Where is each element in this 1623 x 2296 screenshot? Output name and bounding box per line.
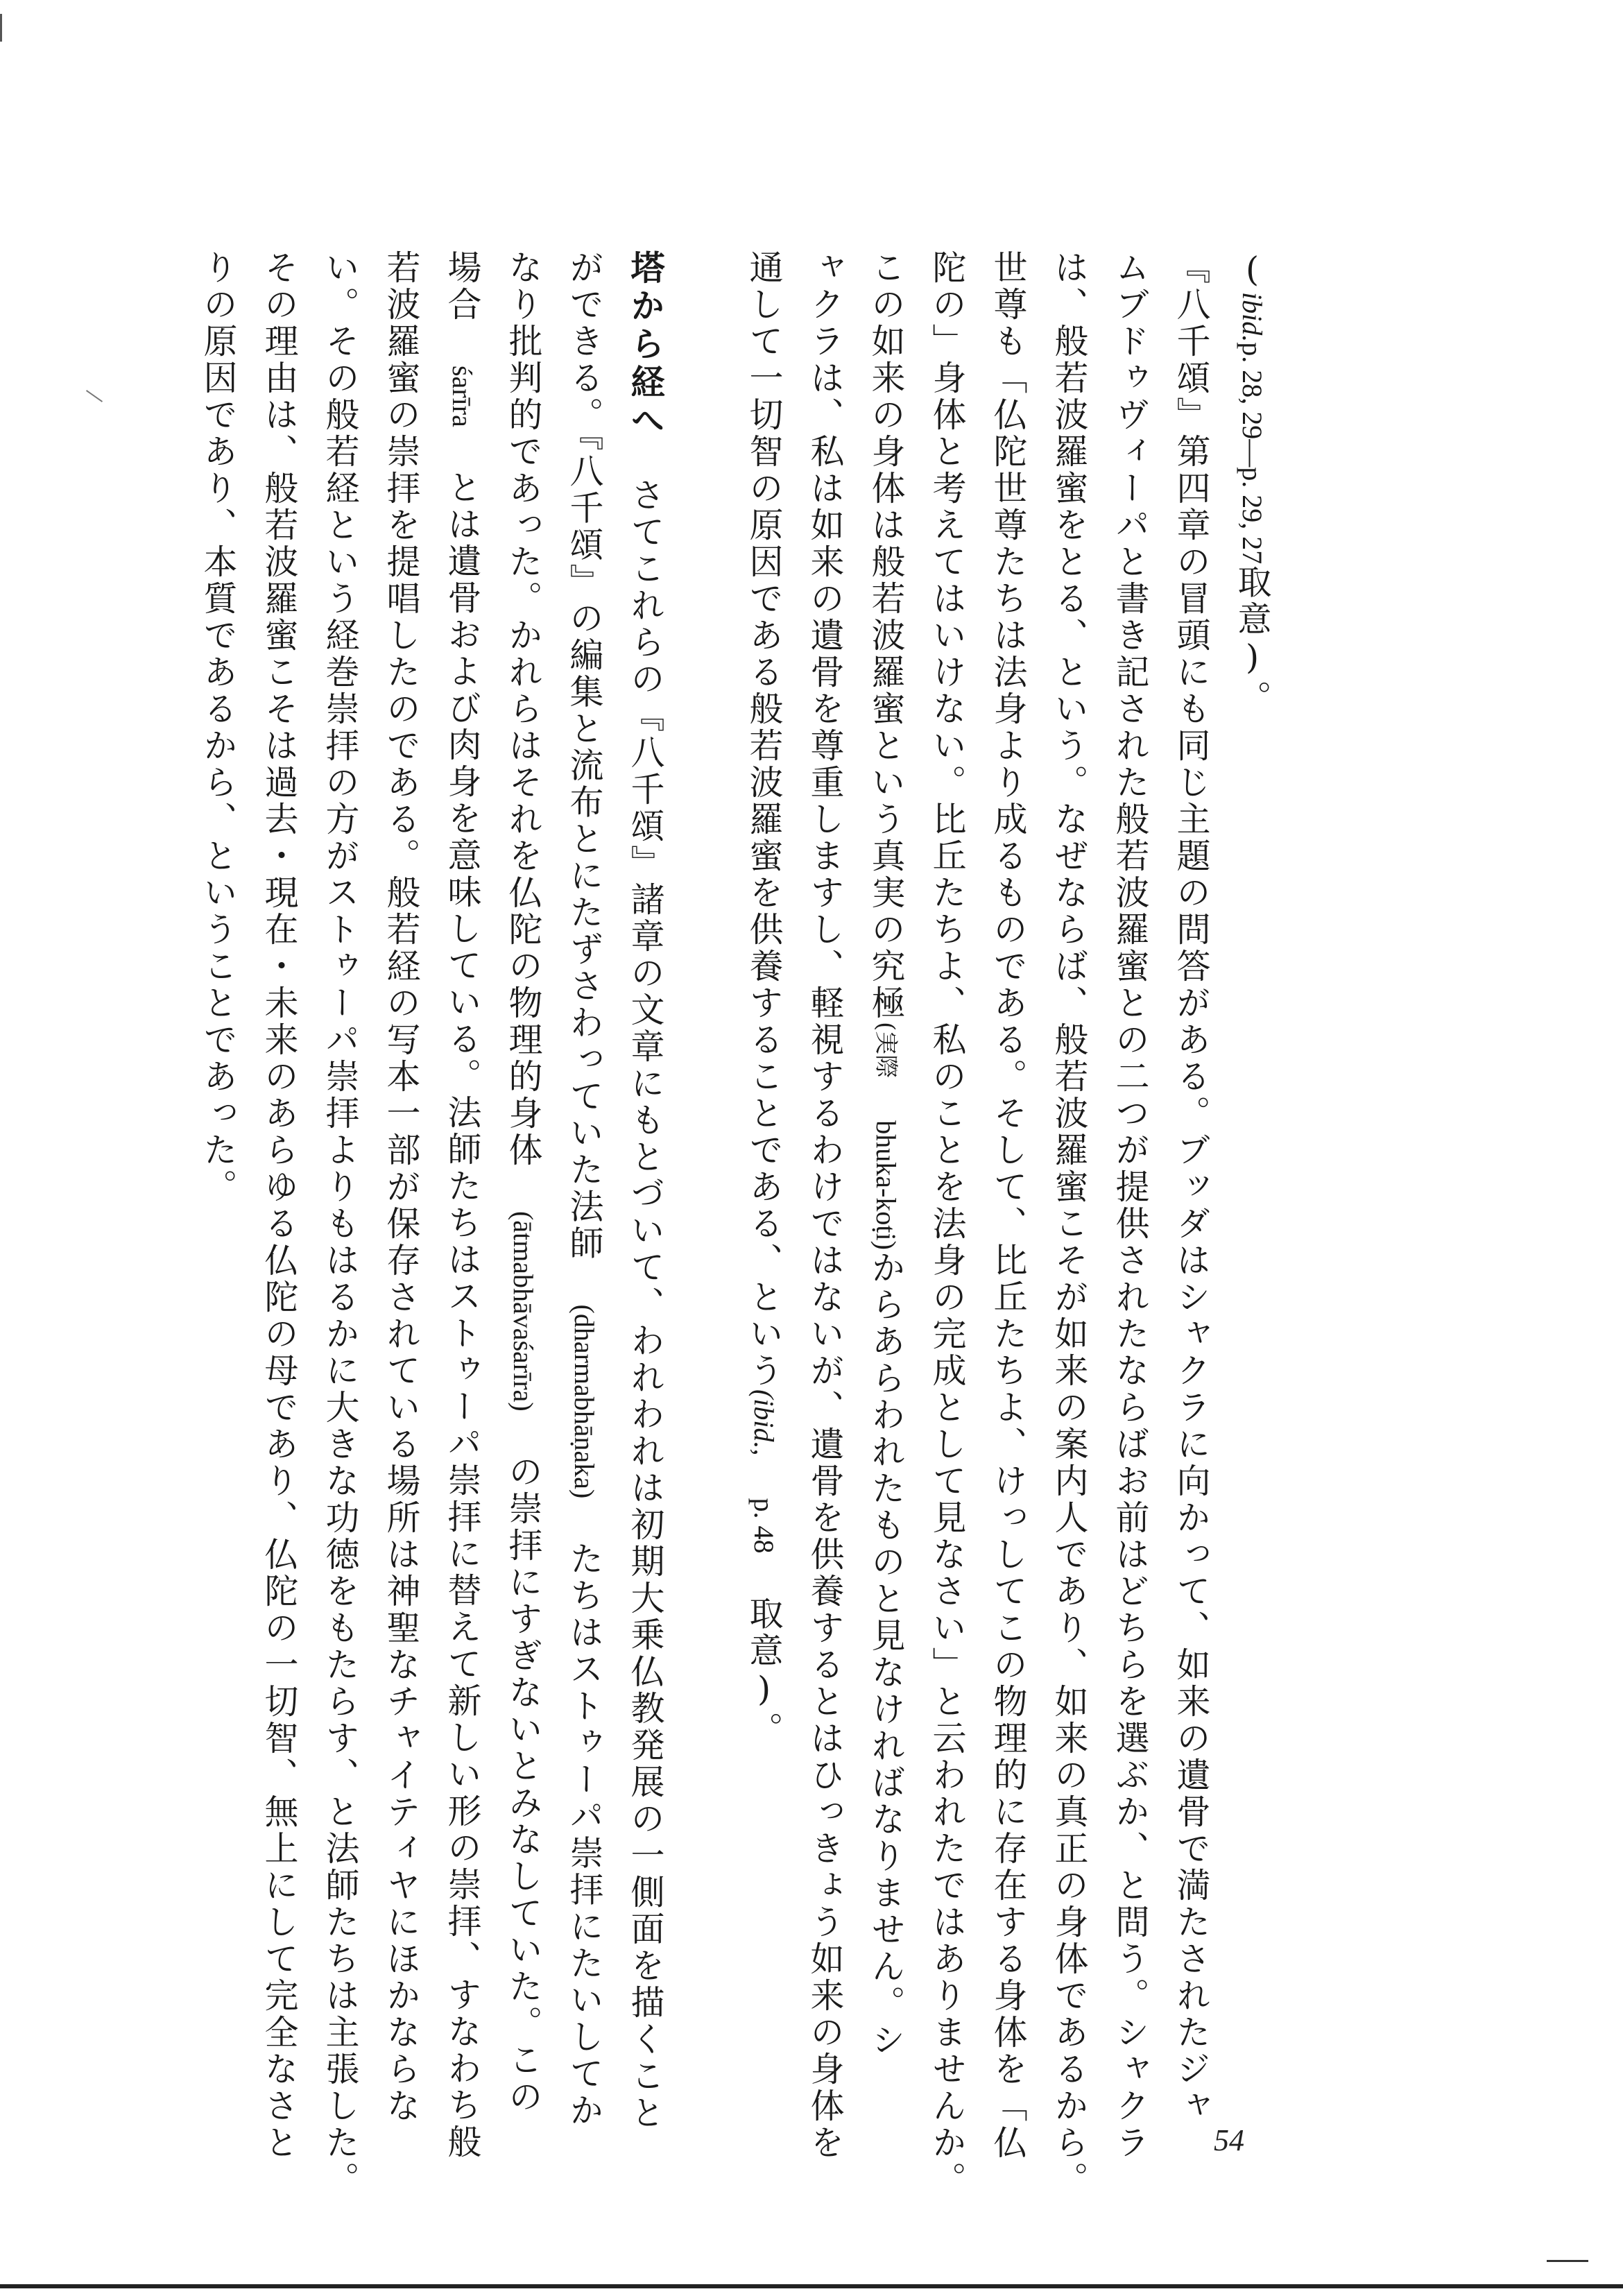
text-run: 取意)。 [1233,564,1272,717]
text-run: い。その般若経という経巻崇拝の方がストゥーパ崇拝よりもはるかに大きな功徳をもたらす、と法師たちは主張した。 [320,250,360,2198]
section-heading: 塔から経へ [626,250,665,440]
annotation-run: (実際 [872,1022,900,1079]
bottom-edge-rule [0,2284,1623,2288]
text-run: ャクラは、私は如来の遺骨を尊重しますし、軽視するわけではないが、遺骨を供養するとはひっきょう如来の身体を [805,250,845,2161]
citation-ibid: ibid. [1237,292,1268,343]
text-run: さてこれらの『八千頌』諸章の文章にもとづいて、われわれは初期大乗仏教発展の一側面を描くこと [626,477,665,2132]
text-column-9 [739,250,788,1749]
scan-corner-mark [0,14,2,42]
text-column-1: (ibid.p. 28, 29—p. 29, 27取意)。 [1233,250,1272,717]
text-run: 陀の」身体と考えてはいけない。比丘たちよ、私のことを法身の完成として見なさい」と云われたではありませんか。 [927,250,967,2198]
page-number: 54 [1214,2123,1244,2157]
text-column-16 [255,250,303,2161]
sanskrit-term: (ātmabhāvaśarīra) [508,1211,539,1412]
text-run: とは遺骨および肉身を意味している。法師たちはストゥーパ崇拝に替えて新しい形の崇拝、すなわち般 [443,469,482,2161]
text-column-15 [316,250,364,2198]
text-run: この如来の身体は般若波羅蜜という真実の究極 [866,250,906,1022]
text-run: 場合 [443,250,482,323]
sanskrit-term: bhuka-koṭi) [870,1120,902,1250]
text-run: の崇拝にすぎないとみなしていた。この [504,1453,543,2116]
text-column-14 [377,250,425,2125]
citation-ibid: (ibid., [748,1389,780,1456]
text-column-7 [861,250,910,2059]
text-run: ができる。『八千頌』の編集と流布とにたずさわっていた法師 [565,250,604,1262]
text-run: は、般若波羅蜜をとる、という。なぜならば、般若波羅蜜こそが如来の案内人であり、如来の真正の身体であるから。 [1049,250,1089,2198]
text-run: からあらわれたものと見なければなりません。シ [866,1249,906,2059]
text-column-4 [1045,250,1093,2198]
text-column-5 [984,250,1032,2161]
text-column-13 [438,250,486,2161]
text-run: ムブドゥヴィーパと書き記された般若波羅蜜との二つが提供されたならばお前はどちらを選ぶか、と問う。シャクラ [1110,250,1150,2161]
scan-edge-mark [1547,2260,1588,2262]
sanskrit-term: śarīra [447,366,478,427]
text-run: 『八千頌』第四章の冒頭にも同じ主題の問答がある。ブッダはシャクラに向かって、如来の遺骨で満たされたジャ [1171,250,1211,2125]
text-column-12 [499,250,547,2116]
text-run: 通して一切智の原因である般若波羅蜜を供養することである、という [744,250,784,1389]
citation-pages: p. 48 [748,1498,780,1554]
text-run: なり批判的であった。かれらはそれを仏陀の物理的身体 [504,250,543,1169]
text-run: 若波羅蜜の崇拝を提唱したのである。般若経の写本一部が保存されている場所は神聖なチャイティヤにほかならな [381,250,421,2125]
text-column-3 [1106,250,1154,2161]
text-run: 取意)。 [744,1595,784,1749]
text-column-8 [800,250,849,2161]
citation-pages: p. 28, 29—p. 29, 27 [1237,342,1268,565]
text-column-11 [560,250,608,2129]
text-column-6 [922,250,971,2198]
sanskrit-term: (dharmabhāṇaka) [569,1304,600,1499]
text-column-2 [1167,250,1215,2125]
text-run: その理由は、般若波羅蜜こそは過去・現在・未来のあらゆる仏陀の母であり、仏陀の一切智、無上にして完全なさと [259,250,299,2161]
margin-pencil-mark [86,390,103,402]
text-column-10 [621,250,669,2132]
text-run: りの原因であり、本質であるから、ということであった。 [198,250,238,1206]
text-run: 世尊も「仏陀世尊たちは法身より成るものである。そして、比丘たちよ、けっしてこの物理的に存在する身体を「仏 [988,250,1028,2161]
text-run: たちはストゥーパ崇拝にたいしてか [565,1541,604,2130]
text-column-17 [194,250,242,1206]
